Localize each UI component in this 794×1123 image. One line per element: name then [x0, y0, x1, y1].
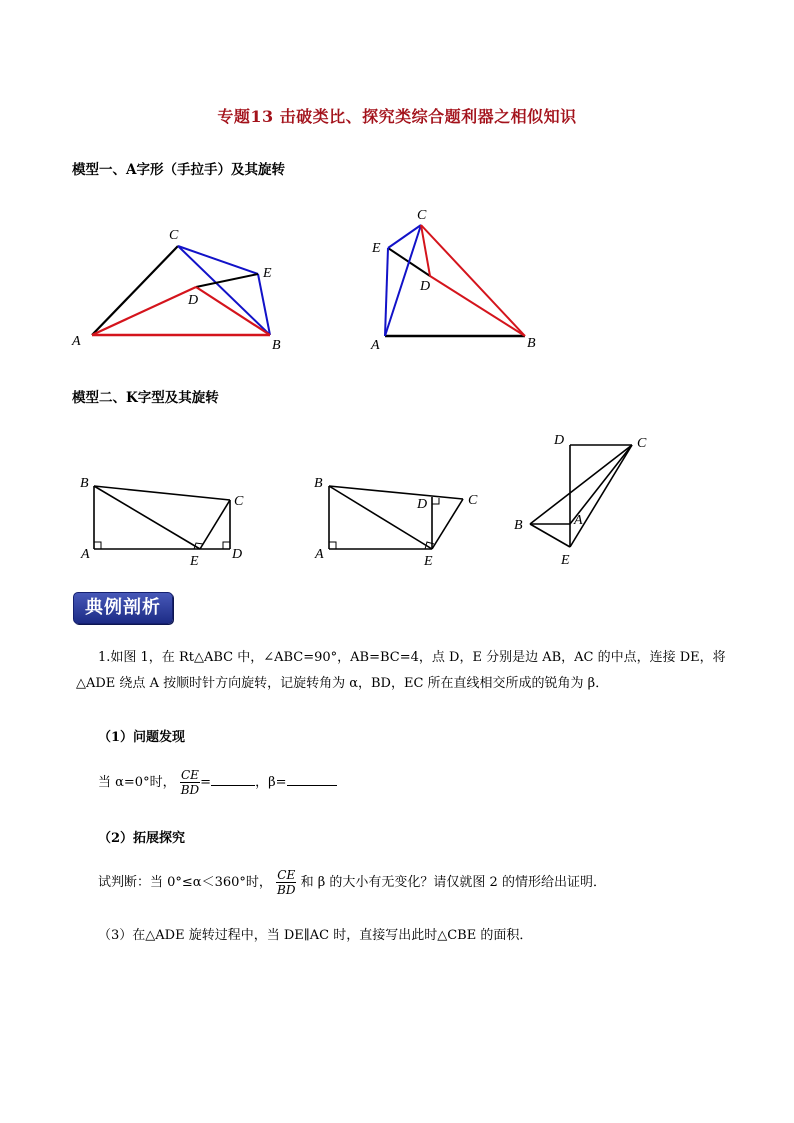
label-e: E	[424, 554, 433, 569]
right-angle-a	[329, 542, 336, 549]
model2-figure-1	[94, 486, 230, 549]
label-c: C	[169, 228, 179, 243]
segment-ec	[388, 225, 421, 248]
model2-figure-1-labels	[80, 476, 244, 569]
label-d: D	[417, 497, 428, 512]
segment-ce	[178, 246, 258, 274]
segment-be	[329, 486, 432, 549]
segment-ad	[92, 287, 199, 335]
label-c: C	[468, 493, 478, 508]
example-badge: 典例剖析	[73, 592, 173, 624]
fraction-numerator-2: CE	[277, 868, 296, 882]
label-b: B	[514, 518, 523, 533]
ce-over-bd-fraction-2	[276, 868, 296, 897]
label-b: B	[314, 476, 323, 491]
fraction-denominator-2: BD	[277, 883, 296, 897]
label-b: B	[80, 476, 89, 491]
part2-suffix: 和 β 的大小有无变化？请仅就图 2 的情形给出证明．	[300, 875, 606, 890]
segment-cb	[178, 246, 270, 335]
label-e: E	[372, 241, 381, 256]
model2-figure-3	[530, 445, 632, 547]
right-angle-a	[94, 542, 101, 549]
label-a: A	[315, 547, 324, 562]
label-d: D	[188, 293, 199, 308]
right-angle-d	[223, 542, 230, 549]
label-d: D	[232, 547, 243, 562]
label-c: C	[234, 494, 244, 509]
ce-over-bd-fraction	[180, 768, 200, 797]
label-a: A	[72, 334, 81, 349]
label-e: E	[190, 554, 199, 569]
answer-blank-beta[interactable]	[287, 785, 337, 786]
fraction-denominator: BD	[180, 783, 200, 797]
equals-sign: =	[200, 775, 212, 790]
segment-ae	[385, 248, 388, 336]
beta-equals: ，β=	[255, 775, 287, 790]
problem-line-1: 1.如图 1，在 Rt△ABC 中，∠ABC=90°，AB=BC=4，点 D，E 分别是边 AB，AC 的中点，连接 DE，将	[98, 650, 726, 665]
segment-ce	[570, 445, 632, 547]
part2-prefix: 试判断：当 0°≤α＜360°时，	[98, 875, 272, 890]
answer-blank-ratio[interactable]	[211, 785, 255, 786]
label-d: D	[420, 279, 431, 294]
segment-db	[196, 287, 270, 335]
fraction-numerator: CE	[180, 768, 199, 782]
part1-question	[98, 768, 337, 797]
part1-prefix: 当 α=0°时，	[98, 775, 176, 790]
model2-heading: 模型二、K字型及其旋转	[72, 390, 219, 406]
model2-figure-2-labels	[314, 476, 478, 569]
label-e: E	[561, 553, 570, 568]
label-a: A	[371, 338, 380, 353]
part2-title: （2）拓展探究	[98, 831, 186, 846]
label-b: B	[527, 336, 536, 351]
part1-title: （1）问题发现	[98, 730, 186, 745]
segment-bc	[329, 486, 463, 499]
label-b: B	[272, 338, 281, 353]
model2-figures	[0, 420, 794, 580]
model2-figure-2	[329, 486, 463, 549]
label-c: C	[637, 436, 647, 451]
model1-figure-1	[71, 228, 281, 353]
model1-figures	[0, 0, 794, 380]
part3-question: （3）在△ADE 旋转过程中，当 DE∥AC 时，直接写出此时△CBE 的面积．	[98, 928, 533, 943]
segment-ec	[432, 499, 463, 549]
label-d: D	[554, 433, 565, 448]
part2-question	[98, 868, 606, 897]
page-title: 专题13 击破类比、探究类综合题利器之相似知识	[217, 107, 577, 126]
label-a: A	[574, 513, 583, 528]
label-a: A	[81, 547, 90, 562]
problem-line-2: △ADE 绕点 A 按顺时针方向旋转，记旋转角为 α，BD，EC 所在直线相交所成的锐角为 β．	[76, 676, 609, 691]
segment-be	[530, 524, 570, 547]
label-c: C	[417, 208, 427, 223]
label-e: E	[263, 266, 272, 281]
segment-ac	[385, 225, 421, 336]
model1-heading: 模型一、A字形（手拉手）及其旋转	[72, 162, 285, 178]
right-angle-d	[432, 498, 439, 504]
problem-text	[76, 645, 738, 697]
model1-figure-2	[370, 208, 536, 353]
segment-de	[196, 274, 258, 287]
segment-ac	[92, 246, 178, 335]
